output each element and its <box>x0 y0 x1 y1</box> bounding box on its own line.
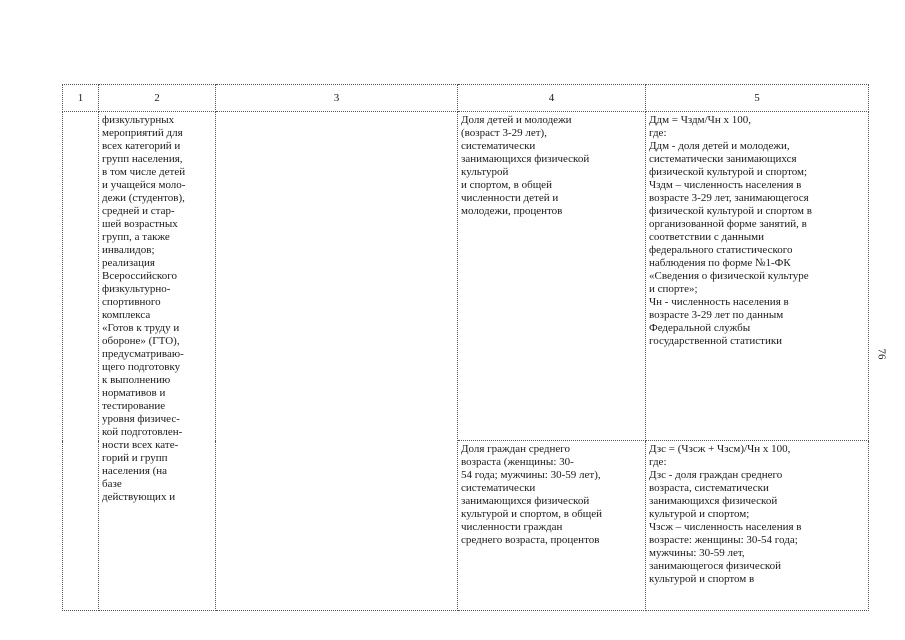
cell-measures-description: физкультурных мероприятий для всех категорий и групп населения, в том числе детей и учащейся моло- дежи (студентов), средней и стар- шей возрастных групп, а также инвалидов; реализация Всероссийского физкультурно- спортивного комплекса «Готов к труду и обороне» (ГТО), предусматриваю- щего подготовку к выполнению нормативов и тестирование уровня физичес- кой подготовлен- ности всех кате- горий и групп населения (на базе действующих и <box>99 112 216 611</box>
cell-col-1 <box>63 112 99 611</box>
header-col-4: 4 <box>458 85 646 112</box>
table-row <box>63 112 869 441</box>
page-number: 76 <box>875 348 888 360</box>
cell-formula-middle-age: Дзс = (Чзсж + Чзсм)/Чн х 100, где: Дзс - доля граждан среднего возраста, систематически занимающихся физической культурой и спортом; Чзсж – численность населения в возрасте: женщины: 30-54 года; мужчины: 30-59 лет, занимающегося физической культурой и спортом в <box>646 441 869 611</box>
header-col-5: 5 <box>646 85 869 112</box>
cell-formula-youth: Ддм = Чздм/Чн х 100, где: Ддм - доля детей и молодежи, систематически занимающихся физической культурой и спортом; Чздм – численность населения в возрасте 3-29 лет, занимающегося физической культурой и спортом в организованной форме занятий, в соответствии с данными федерального статистического наблюдения по форме №1-ФК «Сведения о физической культуре и спорте»; Чн - численность населения в возрасте 3-29 лет по данным Федеральной службы государственной статистики <box>646 112 869 441</box>
header-col-2: 2 <box>99 85 216 112</box>
cell-indicator-youth: Доля детей и молодежи (возраст 3-29 лет), систематически занимающихся физической культурой и спортом, в общей численности детей и молодежи, процентов <box>458 112 646 441</box>
cell-col-3 <box>216 112 458 611</box>
header-col-3: 3 <box>216 85 458 112</box>
document-table <box>62 84 869 611</box>
header-col-1: 1 <box>63 85 99 112</box>
cell-indicator-middle-age: Доля граждан среднего возраста (женщины: 30- 54 года; мужчины: 30-59 лет), систематически занимающихся физической культурой и спортом, в общей численности граждан среднего возраста, процентов <box>458 441 646 611</box>
table-header-row <box>63 85 869 112</box>
